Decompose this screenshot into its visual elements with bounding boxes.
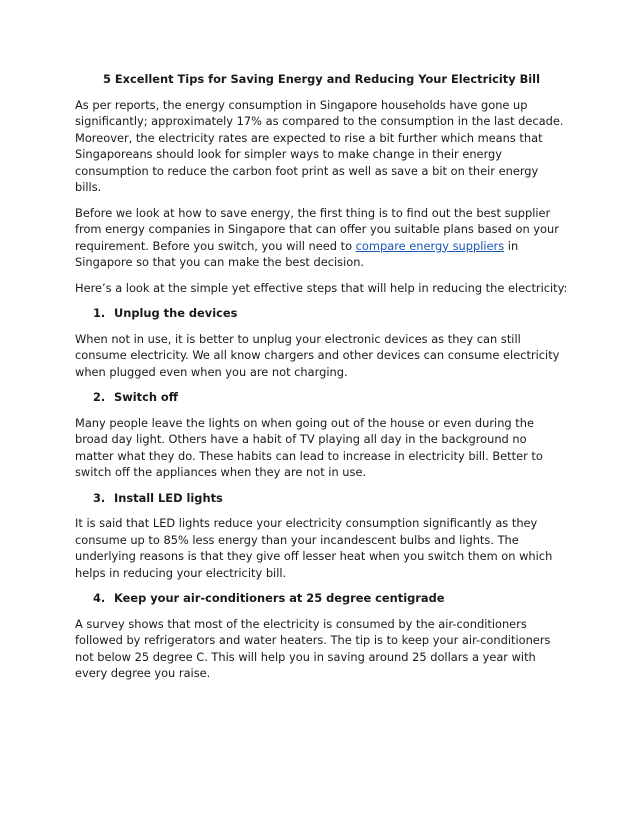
tip-body-2: Many people leave the lights on when going out of the house or even during the broad day light. Others have a habit of TV playing all day in the background no matter what they do. These habits can lead to increase in electricity bill. Better to switch off the appliances when they are not in use. xyxy=(75,415,543,479)
tip-heading-label: Keep your air-conditioners at 25 degree centigrade xyxy=(114,591,445,605)
tip-body-3: It is said that LED lights reduce your electricity consumption significantly as they consume up to 85% less energy than your incandescent bulbs and lights. The underlying reasons is that they give off lesser heat when you switch them on which helps in reducing your electricity bill. xyxy=(75,516,553,580)
tip-number: 1. xyxy=(93,306,106,320)
tip-number: 2. xyxy=(93,390,106,404)
tip-heading-label: Switch off xyxy=(114,390,178,404)
tip-number: 3. xyxy=(93,490,106,505)
supplier-paragraph xyxy=(75,205,568,271)
supplier-text-before: Before we look at how to save energy, the first thing is to find out the best supplier from energy companies in Singapore that can offer you suitable plans based on your requirement. Before you switch, you will need to xyxy=(75,205,559,253)
tip-body-4: A survey shows that most of the electricity is consumed by the air-conditioners followed by refrigerators and water heaters. The tip is to keep your air-conditioners not below 25 degree C. This will help you in saving around 25 dollars a year with every degree you raise. xyxy=(75,616,551,680)
tip-heading-1 xyxy=(75,305,568,322)
tip-heading-label: Install LED lights xyxy=(114,490,223,505)
document-title: 5 Excellent Tips for Saving Energy and Reducing Your Electricity Bill xyxy=(102,72,540,86)
supplier-text-after: in Singapore so that you can make the best decision. xyxy=(75,238,519,269)
tip-body-1: When not in use, it is better to unplug your electronic devices as they can still consume electricity. We all know chargers and other devices can consume electricity when plugged even when you are not charging. xyxy=(75,331,560,379)
tip-heading-3 xyxy=(75,490,568,507)
intro-paragraph: As per reports, the energy consumption in Singapore households have gone up significantly; approximately 17% as compared to the consumption in the last decade. Moreover, the electricity rates are expected to rise a bit further which means that Singaporeans should look for simpler ways to make change in their energy consumption to reduce the carbon foot print as well as save a bit on their energy bills. xyxy=(75,97,564,194)
tip-heading-label: Unplug the devices xyxy=(114,306,238,320)
tip-heading-4 xyxy=(75,590,568,607)
tip-heading-2 xyxy=(75,389,568,406)
steps-intro-paragraph: Here’s a look at the simple yet effective steps that will help in reducing the electricity: xyxy=(75,280,568,295)
tip-number: 4. xyxy=(93,591,106,605)
compare-energy-suppliers-link[interactable]: compare energy suppliers xyxy=(355,238,505,253)
